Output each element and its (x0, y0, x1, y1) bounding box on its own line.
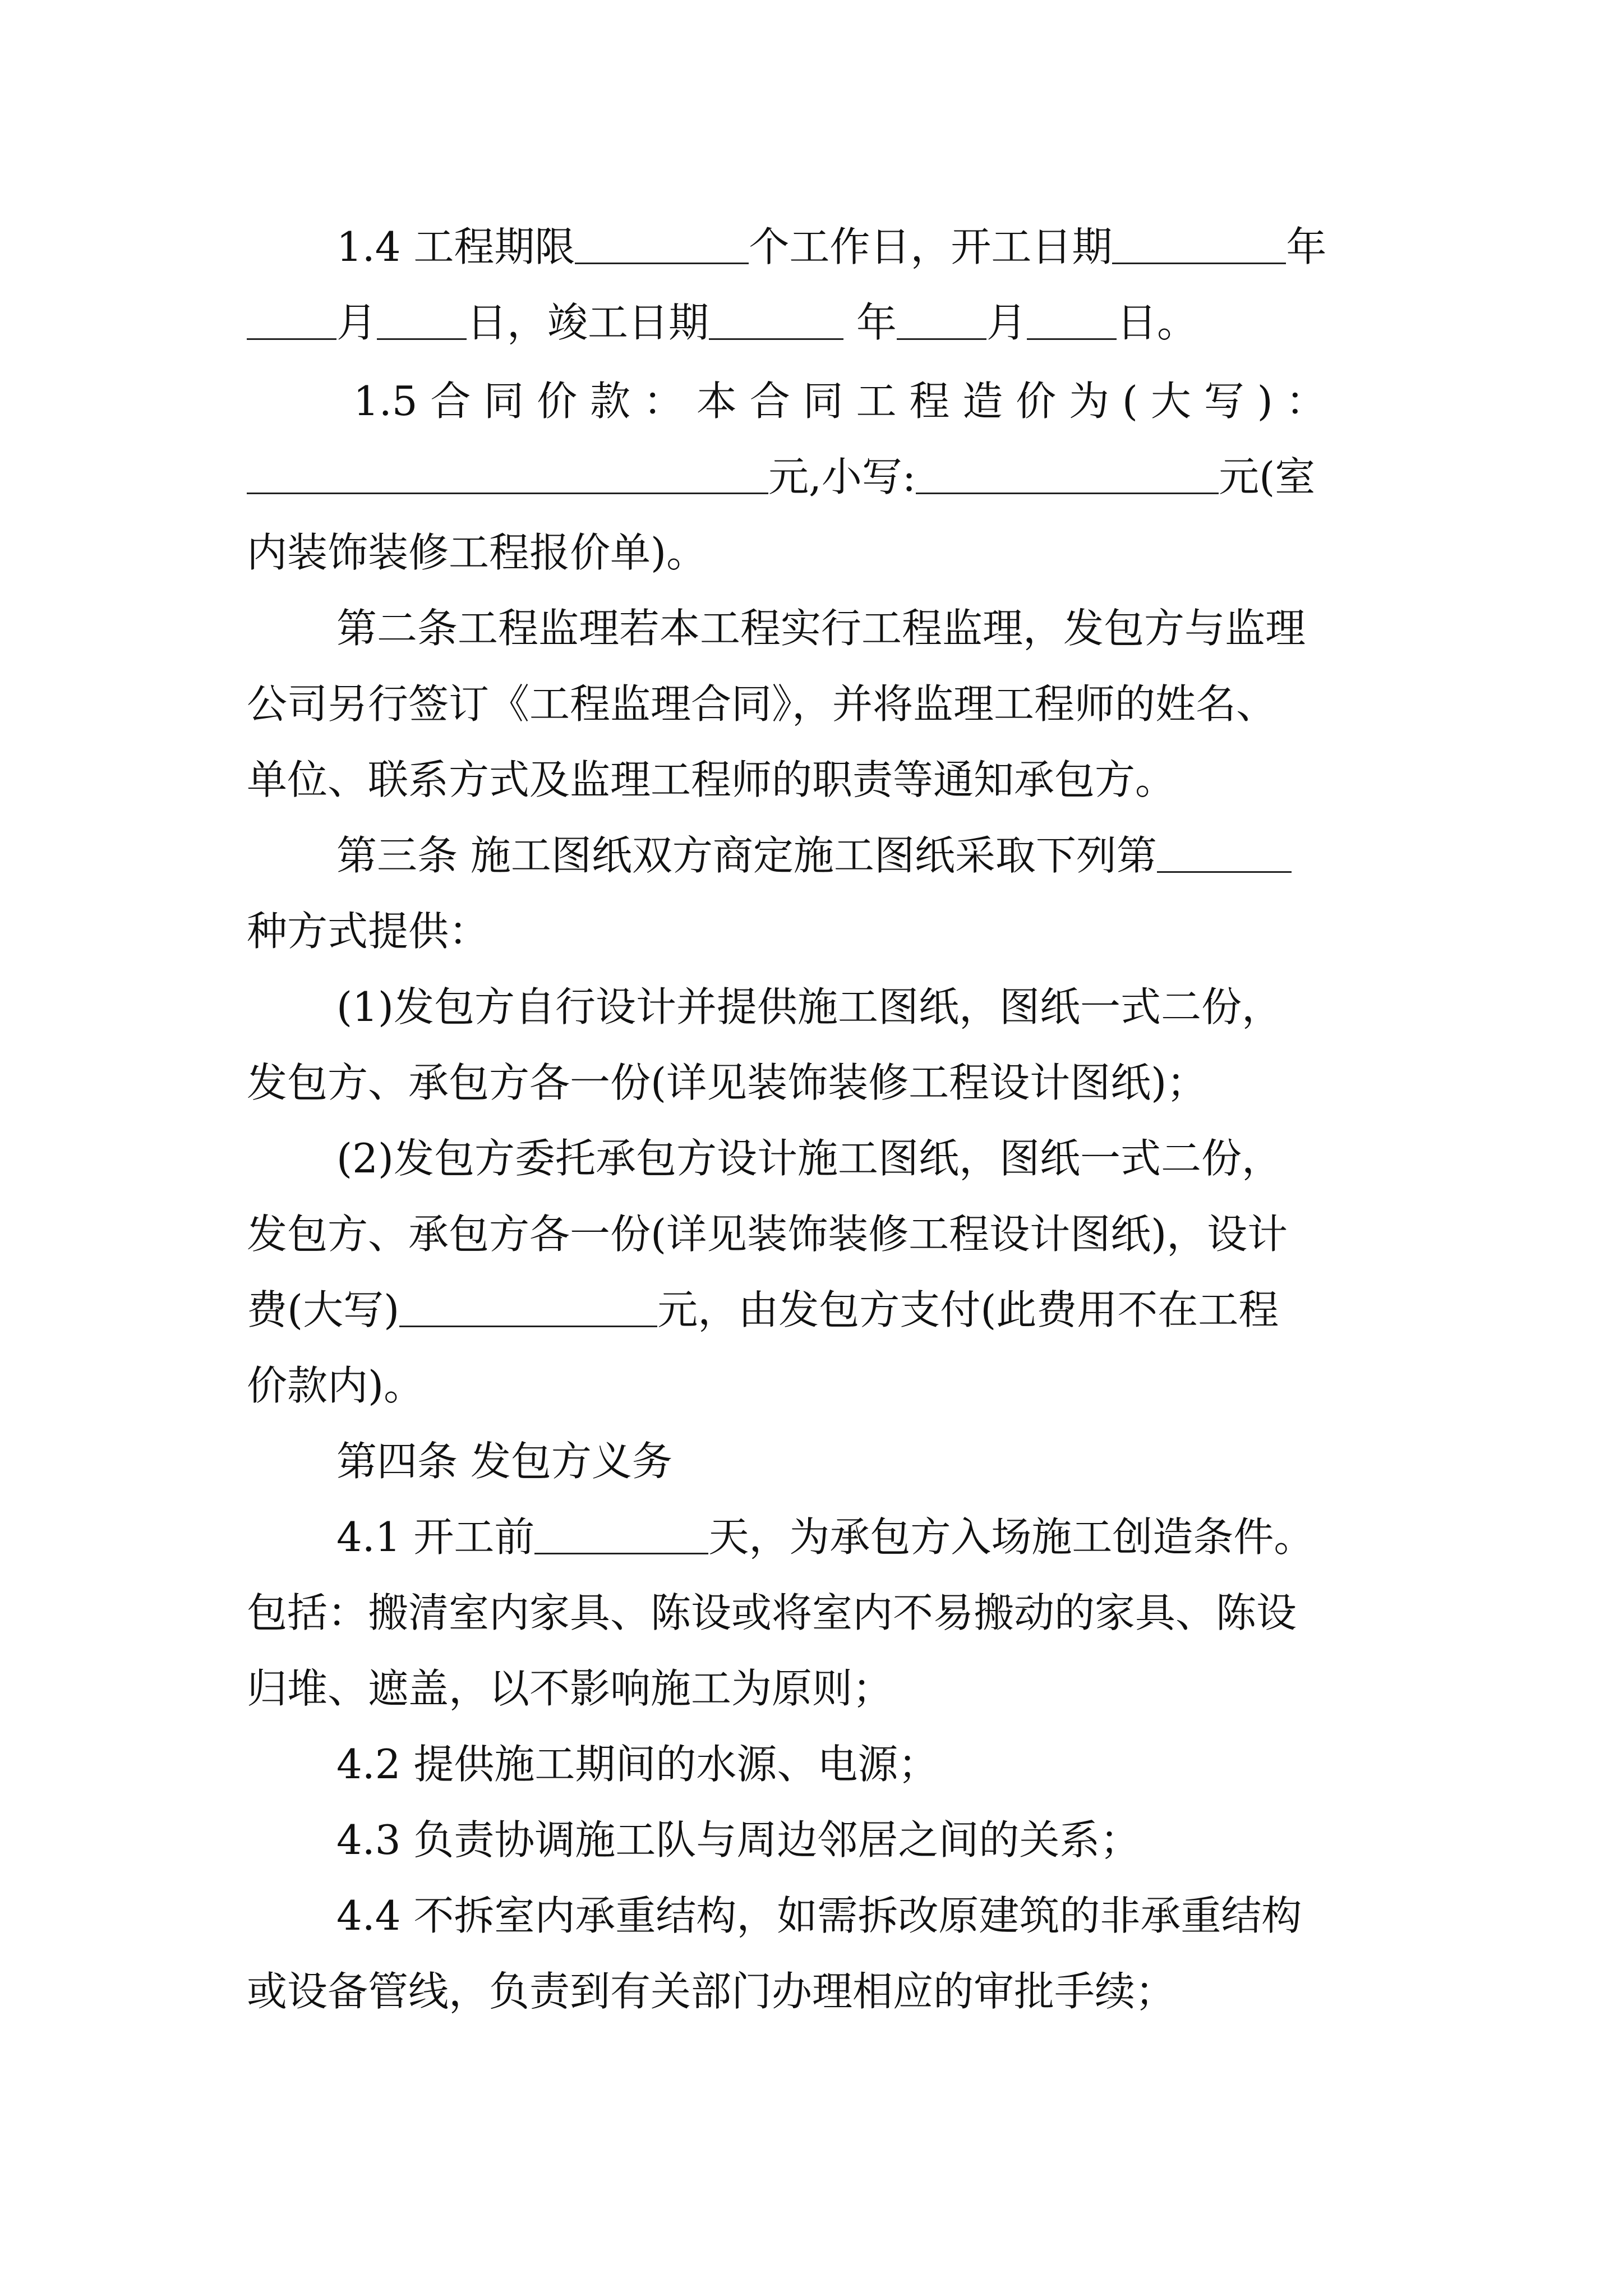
article-2-line-1 (336, 595, 1380, 662)
fill-blank-work-days[interactable] (575, 223, 749, 264)
clause-1-4-line-1 (336, 213, 1380, 280)
text-segment: 公司另行签订《工程监理合同》，并将监理工程师的姓名、 (247, 680, 1277, 728)
article-4-heading (336, 1428, 1380, 1495)
text-segment: 包括：搬清室内家具、陈设或将室内不易搬动的家具、陈设 (247, 1589, 1297, 1636)
text-segment: 单位、联系方式及监理工程师的职责等通知承包方。 (247, 756, 1176, 803)
fill-blank-start-month[interactable] (247, 299, 336, 340)
item-4-1-line-1 (336, 1503, 1380, 1571)
fill-blank-design-fee[interactable] (399, 1286, 657, 1327)
text-segment: 第四条 发包方义务 (336, 1438, 672, 1485)
option-2-line-3 (247, 1276, 1380, 1343)
option-1-line-2 (247, 1049, 1380, 1116)
text-segment: 归堆、遮盖，以不影响施工为原则； (247, 1665, 893, 1712)
text-segment: 元(室 (1219, 453, 1316, 500)
text-segment: 或设备管线，负责到有关部门办理相应的审批手续； (247, 1968, 1176, 2015)
fill-blank-start-year[interactable] (1112, 223, 1286, 264)
item-4-1-line-2 (247, 1579, 1380, 1646)
text-segment: 年 (843, 299, 897, 346)
text-segment: (2)发包方委托承包方设计施工图纸，图纸一式二份， (336, 1135, 1282, 1182)
text-segment: 1.5 合 同 价 款 ： 本 合 同 工 程 造 价 为 ( 大 写 ) ： (353, 378, 1326, 425)
text-segment: 种方式提供： (247, 908, 490, 955)
text-segment: 个工作日，开工日期 (749, 223, 1113, 270)
text-segment: 发包方、承包方各一份(详见装饰装修工程设计图纸)，设计 (247, 1211, 1288, 1258)
item-4-3 (336, 1806, 1380, 1874)
text-segment: 内装饰装修工程报价单)。 (247, 529, 707, 576)
text-segment: 年 (1286, 223, 1327, 270)
text-segment: (1)发包方自行设计并提供施工图纸，图纸一式二份， (336, 983, 1282, 1030)
option-2-line-4 (247, 1352, 1380, 1419)
fill-blank-end-month[interactable] (897, 299, 986, 340)
text-segment: 月 (986, 299, 1027, 346)
clause-1-4-line-2 (247, 289, 1380, 356)
clause-1-5-line-3 (247, 519, 1380, 586)
text-segment: 日。 (1116, 299, 1197, 346)
text-segment: 月 (336, 299, 377, 346)
fill-blank-end-year[interactable] (709, 299, 843, 340)
text-segment: 日，竣工日期 (467, 299, 709, 346)
text-segment: 费(大写) (247, 1286, 400, 1333)
text-segment: 4.3 负责协调施工队与周边邻居之间的关系； (336, 1816, 1141, 1864)
text-segment: 4.4 不拆室内承重结构，如需拆改原建筑的非承重结构 (336, 1892, 1302, 1939)
fill-blank-days-before[interactable] (534, 1513, 708, 1554)
text-segment: 4.2 提供施工期间的水源、电源； (336, 1741, 939, 1788)
article-3-line-1 (336, 822, 1380, 889)
text-segment: 价款内)。 (247, 1362, 425, 1409)
fill-blank-drawing-option[interactable] (1157, 832, 1292, 873)
text-segment: 元，由发包方支付(此费用不在工程 (657, 1286, 1279, 1333)
fill-blank-start-day[interactable] (377, 299, 467, 340)
clause-label: 1.4 (336, 223, 401, 270)
text-segment: 元,小写: (768, 453, 916, 500)
text-segment: 第三条 施工图纸双方商定施工图纸采取下列第 (336, 832, 1157, 879)
fill-blank-price-capital[interactable] (247, 453, 768, 494)
item-4-2 (336, 1731, 1380, 1798)
text-segment: 天，为承包方入场施工创造条件。 (708, 1513, 1315, 1561)
text-segment: 4.1 开工前 (336, 1513, 535, 1561)
fill-blank-end-day[interactable] (1027, 299, 1117, 340)
option-2-line-1 (336, 1125, 1380, 1192)
item-4-4-line-1 (336, 1882, 1380, 1949)
option-1-line-1 (336, 973, 1380, 1041)
text-segment: 工程期限 (400, 223, 575, 270)
clause-1-5-line-2 (247, 443, 1380, 510)
article-3-line-2 (247, 898, 1380, 965)
clause-1-5-line-1 (353, 367, 1380, 435)
article-2-line-3 (247, 746, 1380, 813)
text-segment: 发包方、承包方各一份(详见装饰装修工程设计图纸)； (247, 1059, 1207, 1106)
item-4-4-line-2 (247, 1958, 1380, 2025)
text-segment: 第二条工程监理若本工程实行工程监理，发包方与监理 (336, 605, 1306, 652)
option-2-line-2 (247, 1200, 1380, 1268)
fill-blank-price-numeric[interactable] (916, 453, 1219, 494)
article-2-line-2 (247, 670, 1380, 738)
item-4-1-line-3 (247, 1655, 1380, 1722)
